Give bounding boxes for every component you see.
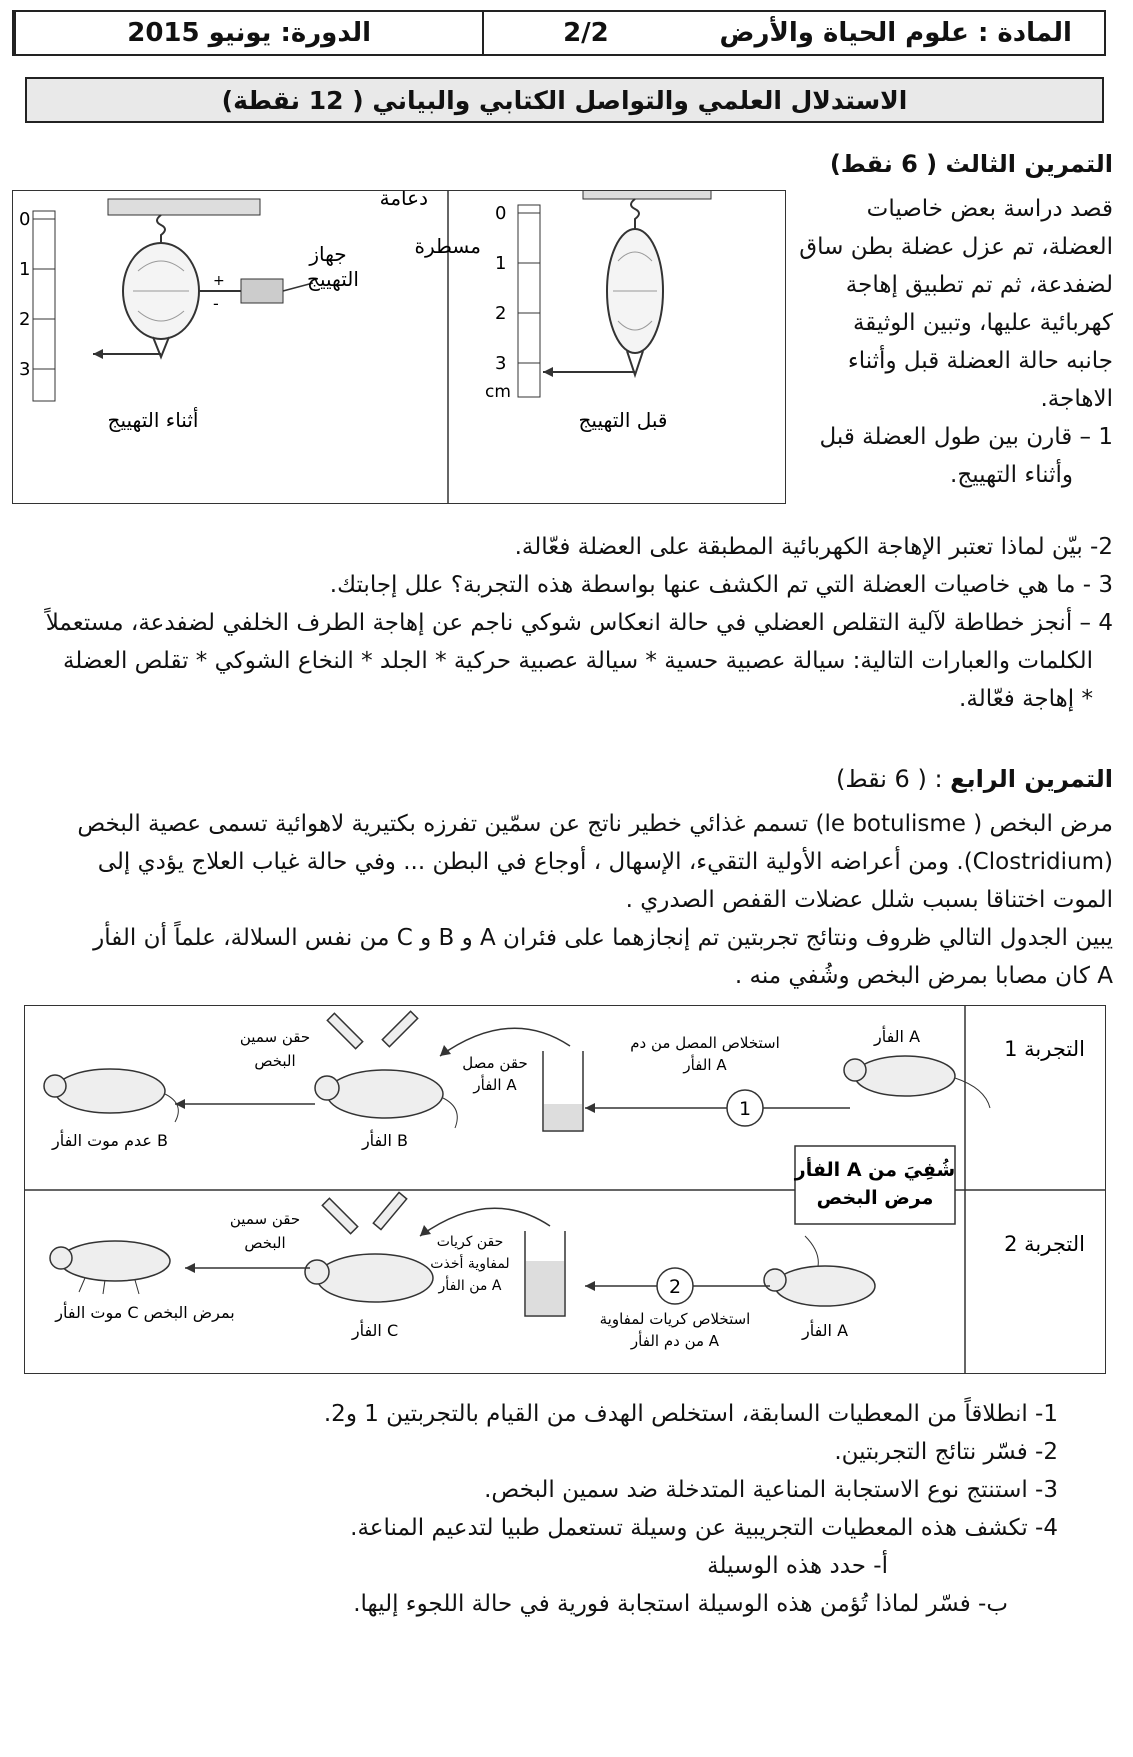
mouse-b-label: الفأر B: [361, 1131, 409, 1150]
muscle-figure-svg: [13, 191, 785, 503]
before-caption: قبل التهييج: [578, 408, 668, 432]
mouse-a2-icon: [764, 1266, 875, 1306]
inject-toxin-label: البخص: [244, 1234, 286, 1252]
ex4-sub-b: ب- فسّر لماذا تُؤمن هذه الوسيلة استجابة فورية في حالة اللجوء إليها.: [353, 1591, 1008, 1617]
header-page: 2/2: [482, 12, 687, 54]
ex3-intro-line: قصد دراسة بعض خاصيات: [866, 196, 1113, 222]
inject-toxin-label: البخص: [254, 1052, 296, 1070]
support-label: دعامة: [379, 191, 428, 210]
ex3-q4-line: * إهاجة فعّالة.: [959, 686, 1093, 712]
ex3-q4-line: 4 – أنجز خطاطة لآلية التقلص العضلي في حالة انعكاس شوكي ناجم عن إهاجة الطرف الخلفي لضفدعة، مستعملاً: [45, 610, 1113, 636]
extract-serum-label: استخلاص المصل من دم: [630, 1034, 780, 1052]
ex4-question: 4- تكشف هذه المعطيات التجريبية عن وسيلة تستعمل طبيا لتدعيم المناعة.: [350, 1515, 1058, 1541]
ex3-title: التمرين الثالث ( 6 نقط): [829, 150, 1113, 178]
ruler-tick-label: 3: [495, 353, 507, 374]
ruler-label: مسطرة: [414, 234, 481, 258]
ex3-q1-line: 1 – قارن بين طول العضلة قبل: [819, 424, 1113, 450]
ruler-tick-label: 0: [19, 209, 31, 230]
inject-lymph-label: من الفأر A: [438, 1278, 502, 1294]
death-c-label: موت الفأر C بمرض البخص: [55, 1303, 235, 1322]
ruler-tick-label: 1: [19, 259, 31, 280]
cured-label: الفأر A شُفِيَ من: [794, 1159, 956, 1181]
ex4-title-main: التمرين الرابع: [950, 765, 1113, 793]
step-1-number: 1: [738, 1098, 752, 1120]
mouse-a-label: الفأر A: [873, 1027, 921, 1046]
muscle-figure: [12, 190, 786, 504]
ex3-intro-line: لضفدعة، ثم تم تطبيق إهاجة: [845, 272, 1113, 298]
ex4-intro-line: يبين الجدول التالي ظروف ونتائج تجربتين تم إنجازهما على فئران A و B و C من نفس السلالة، علماً أن الفأر: [93, 925, 1113, 951]
ex3-intro: [793, 190, 1113, 494]
lymphocyte-tube: [525, 1231, 565, 1316]
inject-toxin-label: حقن سمين: [229, 1210, 301, 1228]
ex4-question: 2- فسّر نتائج التجربتين.: [834, 1439, 1058, 1465]
ruler-before: [518, 205, 540, 397]
header-subject: المادة : علوم الحياة والأرض: [719, 18, 1072, 48]
ex3-intro-line: الاهاجة.: [1040, 386, 1113, 412]
no-death-b-label: عدم موت الفأر B: [52, 1131, 168, 1150]
ex3-q4-line: الكلمات والعبارات التالية: سيالة عصبية حسية * سيالة عصبية حركية * الجلد * النخاع الشوكي * تقلص العضلة: [62, 648, 1093, 674]
cured-label: مرض البخص: [816, 1187, 934, 1209]
ex4-questions: [58, 1395, 1058, 1623]
syringe-icon: [322, 1192, 406, 1233]
ex4-intro-line: (Clostridium). ومن أعراضه الأولية التقيء، الإسهال ، أوجاع في البطن ... وفي حالة غياب العلاج يؤدي إلى: [97, 849, 1113, 875]
mouse-c-dead-icon: [50, 1241, 170, 1294]
ruler-tick-label: 2: [495, 303, 507, 324]
extract-lymph-label: استخلاص كريات لمفاوية: [599, 1310, 751, 1328]
support-bar-during: [108, 199, 260, 215]
mouse-a-label: الفأر A: [801, 1321, 849, 1340]
serum-tube: [543, 1051, 583, 1131]
ruler-tick-label: 0: [495, 203, 507, 224]
device-label: التهييج: [307, 267, 359, 291]
ruler-tick-label: 3: [19, 359, 31, 380]
electrode-minus: -: [213, 294, 219, 313]
support-bar-before: [583, 191, 711, 199]
mouse-b-alive-icon: [44, 1069, 178, 1122]
ex3-q2: 2- بيّن لماذا تعتبر الإهاجة الكهربائية المطبقة على العضلة فعّالة.: [514, 534, 1113, 560]
exp2-label: التجربة 2: [1004, 1232, 1085, 1256]
syringe-icon: [327, 1011, 417, 1048]
during-caption: أثناء التهييج: [107, 408, 199, 432]
inject-serum-label: الفأر A: [473, 1076, 517, 1094]
ex4-question: 1- انطلاقاً من المعطيات السابقة، استخلص الهدف من القيام بالتجربتين 1 و2.: [323, 1401, 1058, 1427]
electrode-plus: +: [213, 273, 225, 289]
ex4-intro-line: مرض البخص ( le botulisme) تسمم غذائي خطير ناتج عن سمّين تفرزه بكتيرية لاهوائية تسمى عصية البخص: [77, 811, 1113, 837]
hook-before: [631, 199, 639, 229]
ex3-intro-line: كهربائية عليها، وتبين الوثيقة: [852, 310, 1113, 336]
ex4-intro: [18, 805, 1113, 995]
extract-lymph-label: من دم الفأر A: [630, 1332, 720, 1350]
stimulator-device: [241, 279, 283, 303]
botulism-experiment-figure: [24, 1005, 1106, 1374]
ex3-intro-line: جانبه حالة العضلة قبل وأثناء: [847, 348, 1113, 374]
cured-mouse-box: [795, 1146, 955, 1224]
inject-serum-label: حقن مصل: [462, 1054, 528, 1072]
ex4-intro-line: الموت اختناقا بسبب شلل عضلات القفص الصدري .: [625, 887, 1113, 913]
ex4-title-points: : ( 6 نقط): [835, 765, 951, 793]
ex3-q3: 3 - ما هي خاصيات العضلة التي تم الكشف عنها بواسطة هذه التجربة؟ علل إجابتك.: [329, 572, 1113, 598]
ruler-tick-label: 1: [495, 253, 507, 274]
inject-lymph-label: لمفاوية أخذت: [430, 1256, 510, 1272]
ruler-unit: cm: [485, 382, 511, 402]
mouse-c-label: الفأر C: [351, 1321, 399, 1340]
ex3-questions: [23, 528, 1113, 718]
header-session: الدورة: يونيو 2015: [14, 12, 482, 54]
extract-serum-label: الفأر A: [683, 1056, 727, 1074]
inject-toxin-label: حقن سمين: [239, 1028, 311, 1046]
mouse-b-icon: [315, 1070, 457, 1128]
ex4-title: [836, 765, 1113, 793]
device-label: جهاز: [309, 242, 347, 266]
ex3-intro-line: العضلة، تم عزل عضلة بطن ساق: [799, 234, 1113, 260]
mouse-a-icon: [844, 1056, 990, 1108]
ex4-sub-a: أ- حدد هذه الوسيلة: [707, 1553, 888, 1579]
ruler-tick-label: 2: [19, 309, 31, 330]
ex4-intro-line: A كان مصابا بمرض البخص وشُفي منه .: [734, 963, 1113, 989]
mouse-c-icon: [305, 1254, 433, 1302]
hook-during: [157, 215, 165, 243]
ruler-during: [33, 211, 55, 401]
inject-lymph-label: حقن كريات: [436, 1234, 504, 1250]
ex3-q1-line: وأثناء التهييج.: [950, 462, 1073, 488]
section-banner: الاستدلال العلمي والتواصل الكتابي والبياني ( 12 نقطة): [25, 77, 1104, 123]
botulism-figure-svg: [25, 1006, 1105, 1373]
exp1-label: التجربة 1: [1004, 1037, 1085, 1061]
exam-header: [12, 10, 1106, 56]
ex4-question: 3- استنتج نوع الاستجابة المناعية المتدخلة ضد سمين البخص.: [484, 1477, 1058, 1503]
step-2-number: 2: [668, 1276, 682, 1298]
